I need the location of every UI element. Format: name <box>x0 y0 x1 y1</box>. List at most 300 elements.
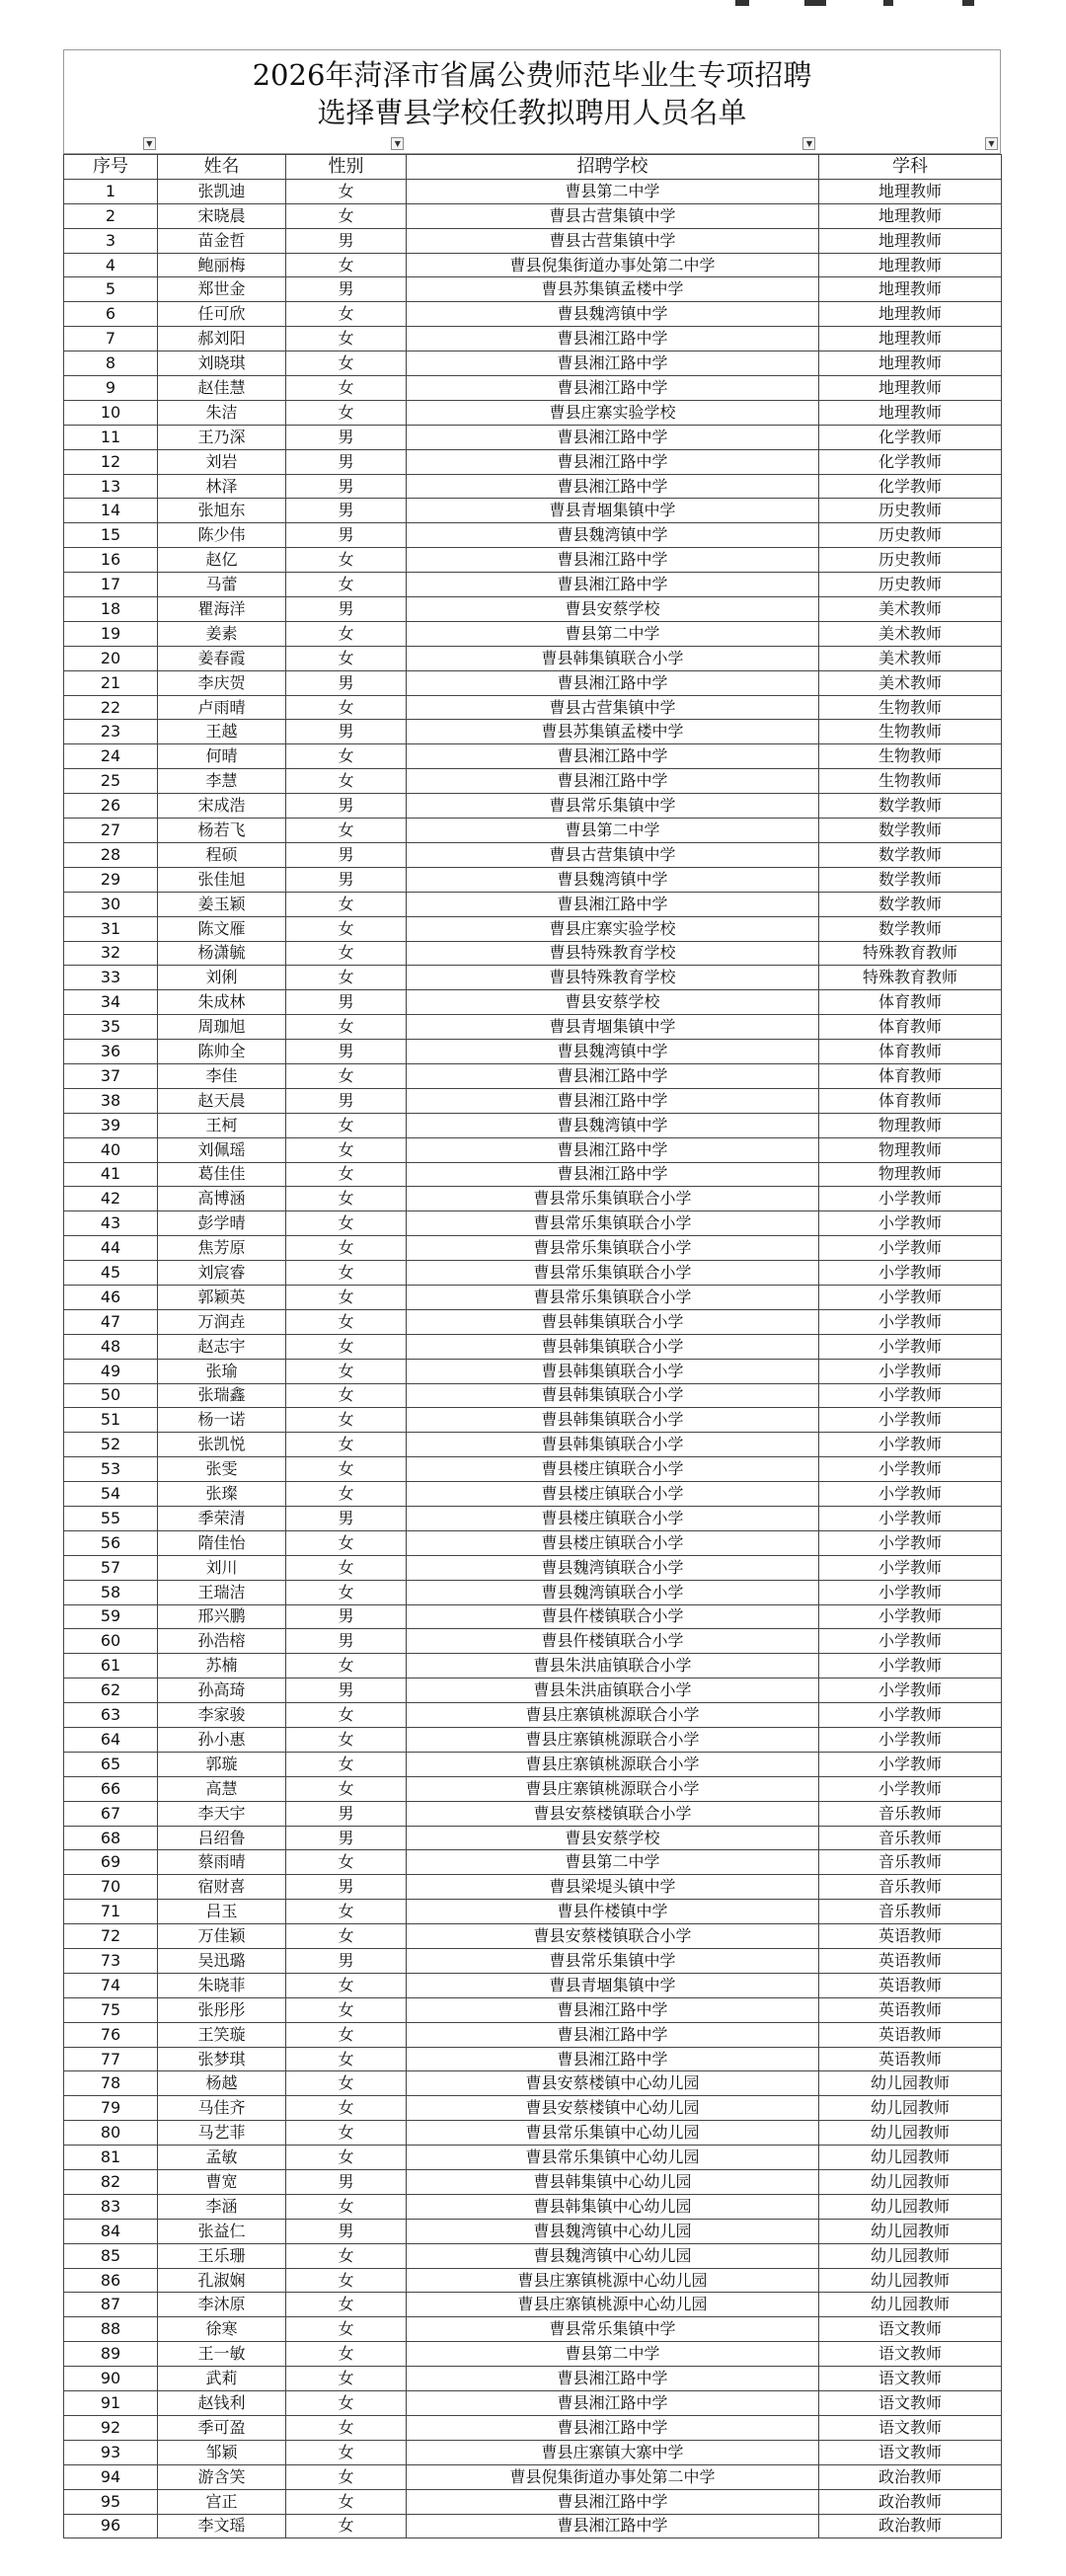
cell-school[interactable]: 曹县常乐集镇联合小学 <box>407 1236 819 1261</box>
cell-subject[interactable]: 幼儿园教师 <box>819 2121 1002 2146</box>
cell-subject[interactable]: 小学教师 <box>819 1776 1002 1801</box>
cell-index[interactable]: 15 <box>64 523 158 548</box>
cell-subject[interactable]: 历史教师 <box>819 499 1002 523</box>
cell-subject[interactable]: 小学教师 <box>819 1580 1002 1604</box>
cell-name[interactable]: 朱洁 <box>158 400 286 425</box>
cell-subject[interactable]: 英语教师 <box>819 1973 1002 1997</box>
cell-school[interactable]: 曹县苏集镇孟楼中学 <box>407 277 819 302</box>
cell-name[interactable]: 张凯悦 <box>158 1433 286 1457</box>
cell-subject[interactable]: 小学教师 <box>819 1261 1002 1286</box>
cell-gender[interactable]: 女 <box>286 2489 407 2514</box>
cell-subject[interactable]: 地理教师 <box>819 253 1002 277</box>
cell-gender[interactable]: 女 <box>286 646 407 670</box>
cell-school[interactable]: 曹县庄寨镇桃源联合小学 <box>407 1728 819 1753</box>
cell-name[interactable]: 张璨 <box>158 1482 286 1507</box>
cell-index[interactable]: 6 <box>64 302 158 327</box>
cell-school[interactable]: 曹县湘江路中学 <box>407 769 819 794</box>
cell-index[interactable]: 50 <box>64 1383 158 1408</box>
cell-name[interactable]: 李天宇 <box>158 1801 286 1826</box>
cell-index[interactable]: 56 <box>64 1530 158 1555</box>
cell-index[interactable]: 45 <box>64 1261 158 1286</box>
cell-index[interactable]: 82 <box>64 2170 158 2195</box>
cell-name[interactable]: 蔡雨晴 <box>158 1850 286 1875</box>
cell-name[interactable]: 宋晓晨 <box>158 203 286 228</box>
cell-gender[interactable]: 女 <box>286 2071 407 2096</box>
cell-index[interactable]: 73 <box>64 1949 158 1974</box>
cell-school[interactable]: 曹县韩集镇中心幼儿园 <box>407 2194 819 2219</box>
cell-name[interactable]: 朱成林 <box>158 990 286 1015</box>
cell-school[interactable]: 曹县楼庄镇联合小学 <box>407 1506 819 1530</box>
cell-index[interactable]: 96 <box>64 2514 158 2538</box>
cell-index[interactable]: 87 <box>64 2293 158 2317</box>
cell-school[interactable]: 曹县苏集镇孟楼中学 <box>407 720 819 744</box>
cell-gender[interactable]: 男 <box>286 474 407 499</box>
cell-index[interactable]: 63 <box>64 1703 158 1728</box>
cell-index[interactable]: 48 <box>64 1334 158 1359</box>
cell-index[interactable]: 60 <box>64 1629 158 1654</box>
cell-index[interactable]: 76 <box>64 2022 158 2047</box>
cell-name[interactable]: 马艺菲 <box>158 2121 286 2146</box>
cell-school[interactable]: 曹县倪集街道办事处第二中学 <box>407 253 819 277</box>
cell-name[interactable]: 彭学晴 <box>158 1211 286 1236</box>
cell-index[interactable]: 4 <box>64 253 158 277</box>
cell-name[interactable]: 游含笑 <box>158 2464 286 2489</box>
cell-subject[interactable]: 生物教师 <box>819 769 1002 794</box>
cell-name[interactable]: 宋成浩 <box>158 794 286 819</box>
cell-gender[interactable]: 女 <box>286 1187 407 1211</box>
cell-index[interactable]: 9 <box>64 376 158 401</box>
cell-index[interactable]: 77 <box>64 2047 158 2071</box>
cell-gender[interactable]: 女 <box>286 1383 407 1408</box>
cell-school[interactable]: 曹县第二中学 <box>407 819 819 843</box>
cell-school[interactable]: 曹县湘江路中学 <box>407 351 819 376</box>
cell-name[interactable]: 张瑞鑫 <box>158 1383 286 1408</box>
cell-name[interactable]: 吴迅璐 <box>158 1949 286 1974</box>
cell-name[interactable]: 卢雨晴 <box>158 695 286 720</box>
cell-name[interactable]: 杨若飞 <box>158 819 286 843</box>
cell-gender[interactable]: 女 <box>286 1997 407 2022</box>
cell-index[interactable]: 46 <box>64 1285 158 1309</box>
cell-subject[interactable]: 体育教师 <box>819 990 1002 1015</box>
cell-name[interactable]: 王乐珊 <box>158 2243 286 2268</box>
cell-subject[interactable]: 语文教师 <box>819 2317 1002 2342</box>
filter-dropdown-icon[interactable]: ▼ <box>143 137 156 150</box>
cell-gender[interactable]: 男 <box>286 277 407 302</box>
cell-school[interactable]: 曹县常乐集镇中学 <box>407 2317 819 2342</box>
cell-gender[interactable]: 女 <box>286 2146 407 2170</box>
cell-gender[interactable]: 女 <box>286 1973 407 1997</box>
cell-gender[interactable]: 女 <box>286 1113 407 1137</box>
cell-gender[interactable]: 女 <box>286 2440 407 2464</box>
cell-school[interactable]: 曹县庄寨镇大寨中学 <box>407 2440 819 2464</box>
cell-index[interactable]: 41 <box>64 1162 158 1187</box>
cell-gender[interactable]: 男 <box>286 842 407 867</box>
cell-gender[interactable]: 男 <box>286 1801 407 1826</box>
cell-subject[interactable]: 地理教师 <box>819 376 1002 401</box>
cell-name[interactable]: 郑世金 <box>158 277 286 302</box>
cell-subject[interactable]: 音乐教师 <box>819 1900 1002 1924</box>
cell-name[interactable]: 何晴 <box>158 744 286 769</box>
cell-name[interactable]: 武莉 <box>158 2367 286 2391</box>
cell-subject[interactable]: 小学教师 <box>819 1408 1002 1433</box>
cell-name[interactable]: 赵亿 <box>158 548 286 573</box>
cell-subject[interactable]: 小学教师 <box>819 1604 1002 1629</box>
cell-index[interactable]: 20 <box>64 646 158 670</box>
cell-subject[interactable]: 物理教师 <box>819 1113 1002 1137</box>
cell-gender[interactable]: 女 <box>286 2022 407 2047</box>
cell-index[interactable]: 64 <box>64 1728 158 1753</box>
cell-gender[interactable]: 女 <box>286 1309 407 1334</box>
cell-name[interactable]: 周珈旭 <box>158 1015 286 1040</box>
cell-subject[interactable]: 体育教师 <box>819 1063 1002 1088</box>
cell-name[interactable]: 高博涵 <box>158 1187 286 1211</box>
cell-subject[interactable]: 幼儿园教师 <box>819 2194 1002 2219</box>
cell-name[interactable]: 苏楠 <box>158 1654 286 1678</box>
cell-name[interactable]: 张佳旭 <box>158 867 286 892</box>
cell-school[interactable]: 曹县湘江路中学 <box>407 2022 819 2047</box>
cell-subject[interactable]: 小学教师 <box>819 1703 1002 1728</box>
cell-subject[interactable]: 特殊教育教师 <box>819 941 1002 966</box>
cell-name[interactable]: 陈文雁 <box>158 916 286 941</box>
cell-school[interactable]: 曹县庄寨实验学校 <box>407 400 819 425</box>
cell-index[interactable]: 11 <box>64 425 158 449</box>
cell-gender[interactable]: 女 <box>286 2121 407 2146</box>
cell-school[interactable]: 曹县韩集镇联合小学 <box>407 1383 819 1408</box>
cell-subject[interactable]: 小学教师 <box>819 1678 1002 1703</box>
cell-school[interactable]: 曹县常乐集镇联合小学 <box>407 1285 819 1309</box>
cell-subject[interactable]: 语文教师 <box>819 2440 1002 2464</box>
cell-school[interactable]: 曹县常乐集镇联合小学 <box>407 1261 819 1286</box>
cell-name[interactable]: 季荣清 <box>158 1506 286 1530</box>
cell-name[interactable]: 郭璇 <box>158 1752 286 1776</box>
cell-gender[interactable]: 女 <box>286 1654 407 1678</box>
cell-school[interactable]: 曹县湘江路中学 <box>407 892 819 916</box>
cell-subject[interactable]: 数学教师 <box>819 916 1002 941</box>
cell-name[interactable]: 林泽 <box>158 474 286 499</box>
cell-subject[interactable]: 历史教师 <box>819 523 1002 548</box>
cell-index[interactable]: 74 <box>64 1973 158 1997</box>
cell-name[interactable]: 李家骏 <box>158 1703 286 1728</box>
cell-index[interactable]: 13 <box>64 474 158 499</box>
cell-school[interactable]: 曹县庄寨镇桃源中心幼儿园 <box>407 2268 819 2293</box>
cell-name[interactable]: 孙浩榕 <box>158 1629 286 1654</box>
header-school[interactable]: 招聘学校 <box>407 155 819 180</box>
cell-name[interactable]: 张凯迪 <box>158 179 286 203</box>
cell-index[interactable]: 72 <box>64 1924 158 1949</box>
cell-gender[interactable]: 女 <box>286 744 407 769</box>
cell-name[interactable]: 张旭东 <box>158 499 286 523</box>
cell-gender[interactable]: 女 <box>286 2514 407 2538</box>
cell-subject[interactable]: 物理教师 <box>819 1137 1002 1162</box>
cell-name[interactable]: 陈少伟 <box>158 523 286 548</box>
cell-school[interactable]: 曹县朱洪庙镇联合小学 <box>407 1654 819 1678</box>
cell-gender[interactable]: 女 <box>286 1334 407 1359</box>
cell-index[interactable]: 39 <box>64 1113 158 1137</box>
cell-index[interactable]: 24 <box>64 744 158 769</box>
cell-name[interactable]: 万佳颖 <box>158 1924 286 1949</box>
cell-index[interactable]: 65 <box>64 1752 158 1776</box>
cell-name[interactable]: 刘俐 <box>158 966 286 990</box>
cell-school[interactable]: 曹县韩集镇联合小学 <box>407 1433 819 1457</box>
cell-name[interactable]: 杨越 <box>158 2071 286 2096</box>
cell-school[interactable]: 曹县仵楼镇联合小学 <box>407 1604 819 1629</box>
cell-name[interactable]: 程硕 <box>158 842 286 867</box>
cell-gender[interactable]: 女 <box>286 1137 407 1162</box>
cell-school[interactable]: 曹县第二中学 <box>407 2342 819 2367</box>
cell-gender[interactable]: 女 <box>286 769 407 794</box>
cell-subject[interactable]: 音乐教师 <box>819 1875 1002 1900</box>
cell-subject[interactable]: 小学教师 <box>819 1383 1002 1408</box>
cell-school[interactable]: 曹县庄寨镇桃源中心幼儿园 <box>407 2293 819 2317</box>
cell-school[interactable]: 曹县第二中学 <box>407 179 819 203</box>
cell-gender[interactable]: 女 <box>286 2047 407 2071</box>
cell-school[interactable]: 曹县安蔡楼镇联合小学 <box>407 1801 819 1826</box>
cell-gender[interactable]: 女 <box>286 1211 407 1236</box>
cell-gender[interactable]: 女 <box>286 1063 407 1088</box>
cell-index[interactable]: 22 <box>64 695 158 720</box>
cell-index[interactable]: 37 <box>64 1063 158 1088</box>
cell-school[interactable]: 曹县楼庄镇联合小学 <box>407 1457 819 1482</box>
cell-index[interactable]: 59 <box>64 1604 158 1629</box>
cell-name[interactable]: 赵佳慧 <box>158 376 286 401</box>
cell-gender[interactable]: 女 <box>286 1433 407 1457</box>
cell-school[interactable]: 曹县韩集镇中心幼儿园 <box>407 2170 819 2195</box>
cell-subject[interactable]: 数学教师 <box>819 867 1002 892</box>
cell-index[interactable]: 27 <box>64 819 158 843</box>
cell-name[interactable]: 苗金哲 <box>158 228 286 253</box>
cell-name[interactable]: 郝刘阳 <box>158 327 286 351</box>
cell-gender[interactable]: 男 <box>286 1604 407 1629</box>
cell-index[interactable]: 86 <box>64 2268 158 2293</box>
cell-name[interactable]: 邹颖 <box>158 2440 286 2464</box>
cell-name[interactable]: 李文瑶 <box>158 2514 286 2538</box>
cell-index[interactable]: 18 <box>64 597 158 622</box>
cell-name[interactable]: 马佳齐 <box>158 2096 286 2121</box>
cell-school[interactable]: 曹县倪集街道办事处第二中学 <box>407 2464 819 2489</box>
cell-name[interactable]: 孔淑娴 <box>158 2268 286 2293</box>
cell-gender[interactable]: 男 <box>286 1949 407 1974</box>
cell-school[interactable]: 曹县湘江路中学 <box>407 670 819 695</box>
cell-subject[interactable]: 地理教师 <box>819 203 1002 228</box>
cell-gender[interactable]: 男 <box>286 1826 407 1850</box>
cell-name[interactable]: 焦芳原 <box>158 1236 286 1261</box>
cell-subject[interactable]: 语文教师 <box>819 2391 1002 2416</box>
cell-subject[interactable]: 政治教师 <box>819 2464 1002 2489</box>
cell-gender[interactable]: 女 <box>286 1900 407 1924</box>
cell-index[interactable]: 32 <box>64 941 158 966</box>
cell-gender[interactable]: 女 <box>286 302 407 327</box>
cell-school[interactable]: 曹县安蔡楼镇中心幼儿园 <box>407 2071 819 2096</box>
cell-subject[interactable]: 小学教师 <box>819 1211 1002 1236</box>
cell-school[interactable]: 曹县常乐集镇联合小学 <box>407 1211 819 1236</box>
cell-index[interactable]: 84 <box>64 2219 158 2243</box>
cell-subject[interactable]: 语文教师 <box>819 2342 1002 2367</box>
cell-index[interactable]: 92 <box>64 2415 158 2440</box>
cell-subject[interactable]: 幼儿园教师 <box>819 2293 1002 2317</box>
cell-school[interactable]: 曹县湘江路中学 <box>407 1162 819 1187</box>
cell-subject[interactable]: 小学教师 <box>819 1728 1002 1753</box>
cell-index[interactable]: 34 <box>64 990 158 1015</box>
cell-school[interactable]: 曹县古营集镇中学 <box>407 695 819 720</box>
cell-name[interactable]: 赵钱利 <box>158 2391 286 2416</box>
cell-subject[interactable]: 小学教师 <box>819 1506 1002 1530</box>
cell-school[interactable]: 曹县常乐集镇中心幼儿园 <box>407 2121 819 2146</box>
cell-gender[interactable]: 女 <box>286 548 407 573</box>
cell-subject[interactable]: 政治教师 <box>819 2489 1002 2514</box>
cell-name[interactable]: 杨一诺 <box>158 1408 286 1433</box>
cell-school[interactable]: 曹县韩集镇联合小学 <box>407 646 819 670</box>
cell-name[interactable]: 隋佳怡 <box>158 1530 286 1555</box>
cell-index[interactable]: 52 <box>64 1433 158 1457</box>
cell-index[interactable]: 29 <box>64 867 158 892</box>
cell-name[interactable]: 刘岩 <box>158 449 286 474</box>
cell-index[interactable]: 91 <box>64 2391 158 2416</box>
cell-subject[interactable]: 语文教师 <box>819 2367 1002 2391</box>
cell-name[interactable]: 赵志宇 <box>158 1334 286 1359</box>
cell-subject[interactable]: 幼儿园教师 <box>819 2243 1002 2268</box>
cell-subject[interactable]: 音乐教师 <box>819 1850 1002 1875</box>
cell-school[interactable]: 曹县古营集镇中学 <box>407 203 819 228</box>
cell-gender[interactable]: 女 <box>286 1776 407 1801</box>
cell-gender[interactable]: 女 <box>286 2342 407 2367</box>
cell-school[interactable]: 曹县湘江路中学 <box>407 425 819 449</box>
cell-index[interactable]: 85 <box>64 2243 158 2268</box>
header-index[interactable]: 序号 <box>64 155 158 180</box>
cell-subject[interactable]: 幼儿园教师 <box>819 2268 1002 2293</box>
cell-name[interactable]: 陈帅全 <box>158 1040 286 1064</box>
cell-subject[interactable]: 地理教师 <box>819 351 1002 376</box>
cell-gender[interactable]: 男 <box>286 228 407 253</box>
cell-gender[interactable]: 女 <box>286 2367 407 2391</box>
cell-index[interactable]: 19 <box>64 621 158 646</box>
cell-gender[interactable]: 女 <box>286 253 407 277</box>
cell-gender[interactable]: 男 <box>286 1875 407 1900</box>
cell-name[interactable]: 吕绍鲁 <box>158 1826 286 1850</box>
cell-subject[interactable]: 数学教师 <box>819 892 1002 916</box>
cell-school[interactable]: 曹县青堌集镇中学 <box>407 1973 819 1997</box>
cell-index[interactable]: 55 <box>64 1506 158 1530</box>
cell-gender[interactable]: 女 <box>286 1285 407 1309</box>
cell-name[interactable]: 刘宸睿 <box>158 1261 286 1286</box>
cell-index[interactable]: 83 <box>64 2194 158 2219</box>
cell-school[interactable]: 曹县魏湾镇中学 <box>407 1040 819 1064</box>
cell-index[interactable]: 49 <box>64 1359 158 1383</box>
cell-name[interactable]: 鲍丽梅 <box>158 253 286 277</box>
cell-school[interactable]: 曹县魏湾镇中学 <box>407 302 819 327</box>
cell-gender[interactable]: 男 <box>286 794 407 819</box>
cell-gender[interactable]: 女 <box>286 351 407 376</box>
cell-name[interactable]: 徐寒 <box>158 2317 286 2342</box>
cell-school[interactable]: 曹县湘江路中学 <box>407 2514 819 2538</box>
cell-subject[interactable]: 美术教师 <box>819 597 1002 622</box>
cell-name[interactable]: 万润垚 <box>158 1309 286 1334</box>
cell-school[interactable]: 曹县湘江路中学 <box>407 474 819 499</box>
cell-gender[interactable]: 女 <box>286 1703 407 1728</box>
cell-subject[interactable]: 英语教师 <box>819 2047 1002 2071</box>
cell-subject[interactable]: 化学教师 <box>819 425 1002 449</box>
cell-subject[interactable]: 小学教师 <box>819 1359 1002 1383</box>
cell-name[interactable]: 姜素 <box>158 621 286 646</box>
cell-name[interactable]: 刘晓琪 <box>158 351 286 376</box>
cell-subject[interactable]: 美术教师 <box>819 670 1002 695</box>
cell-name[interactable]: 张益仁 <box>158 2219 286 2243</box>
cell-gender[interactable]: 女 <box>286 1752 407 1776</box>
cell-school[interactable]: 曹县湘江路中学 <box>407 2415 819 2440</box>
cell-subject[interactable]: 美术教师 <box>819 621 1002 646</box>
cell-gender[interactable]: 女 <box>286 1408 407 1433</box>
cell-school[interactable]: 曹县湘江路中学 <box>407 2047 819 2071</box>
cell-index[interactable]: 71 <box>64 1900 158 1924</box>
cell-index[interactable]: 58 <box>64 1580 158 1604</box>
cell-index[interactable]: 23 <box>64 720 158 744</box>
cell-school[interactable]: 曹县湘江路中学 <box>407 744 819 769</box>
cell-gender[interactable]: 男 <box>286 2170 407 2195</box>
cell-school[interactable]: 曹县梁堤头镇中学 <box>407 1875 819 1900</box>
cell-school[interactable]: 曹县庄寨镇桃源联合小学 <box>407 1776 819 1801</box>
cell-subject[interactable]: 地理教师 <box>819 400 1002 425</box>
cell-gender[interactable]: 女 <box>286 941 407 966</box>
cell-index[interactable]: 44 <box>64 1236 158 1261</box>
cell-gender[interactable]: 女 <box>286 2268 407 2293</box>
cell-gender[interactable]: 男 <box>286 597 407 622</box>
cell-index[interactable]: 40 <box>64 1137 158 1162</box>
cell-subject[interactable]: 幼儿园教师 <box>819 2170 1002 2195</box>
cell-school[interactable]: 曹县朱洪庙镇联合小学 <box>407 1678 819 1703</box>
cell-gender[interactable]: 女 <box>286 695 407 720</box>
cell-name[interactable]: 高慧 <box>158 1776 286 1801</box>
cell-name[interactable]: 李佳 <box>158 1063 286 1088</box>
cell-subject[interactable]: 生物教师 <box>819 720 1002 744</box>
cell-subject[interactable]: 小学教师 <box>819 1309 1002 1334</box>
cell-name[interactable]: 李慧 <box>158 769 286 794</box>
cell-school[interactable]: 曹县魏湾镇联合小学 <box>407 1555 819 1580</box>
cell-school[interactable]: 曹县湘江路中学 <box>407 376 819 401</box>
cell-name[interactable]: 孙小惠 <box>158 1728 286 1753</box>
cell-index[interactable]: 16 <box>64 548 158 573</box>
cell-gender[interactable]: 女 <box>286 1728 407 1753</box>
cell-index[interactable]: 79 <box>64 2096 158 2121</box>
cell-index[interactable]: 80 <box>64 2121 158 2146</box>
cell-subject[interactable]: 地理教师 <box>819 327 1002 351</box>
cell-school[interactable]: 曹县庄寨实验学校 <box>407 916 819 941</box>
cell-school[interactable]: 曹县魏湾镇中心幼儿园 <box>407 2243 819 2268</box>
cell-subject[interactable]: 历史教师 <box>819 573 1002 597</box>
cell-index[interactable]: 30 <box>64 892 158 916</box>
cell-gender[interactable]: 女 <box>286 1162 407 1187</box>
cell-subject[interactable]: 数学教师 <box>819 819 1002 843</box>
cell-school[interactable]: 曹县湘江路中学 <box>407 1063 819 1088</box>
cell-gender[interactable]: 女 <box>286 376 407 401</box>
cell-index[interactable]: 62 <box>64 1678 158 1703</box>
cell-school[interactable]: 曹县第二中学 <box>407 621 819 646</box>
cell-gender[interactable]: 女 <box>286 2391 407 2416</box>
cell-subject[interactable]: 幼儿园教师 <box>819 2096 1002 2121</box>
cell-name[interactable]: 姜春霞 <box>158 646 286 670</box>
cell-gender[interactable]: 女 <box>286 916 407 941</box>
cell-gender[interactable]: 女 <box>286 2464 407 2489</box>
cell-gender[interactable]: 女 <box>286 2096 407 2121</box>
cell-gender[interactable]: 女 <box>286 966 407 990</box>
cell-index[interactable]: 28 <box>64 842 158 867</box>
cell-gender[interactable]: 男 <box>286 1678 407 1703</box>
cell-index[interactable]: 42 <box>64 1187 158 1211</box>
cell-gender[interactable]: 女 <box>286 1359 407 1383</box>
cell-school[interactable]: 曹县湘江路中学 <box>407 2489 819 2514</box>
cell-gender[interactable]: 男 <box>286 867 407 892</box>
cell-subject[interactable]: 小学教师 <box>819 1482 1002 1507</box>
cell-index[interactable]: 93 <box>64 2440 158 2464</box>
cell-index[interactable]: 61 <box>64 1654 158 1678</box>
